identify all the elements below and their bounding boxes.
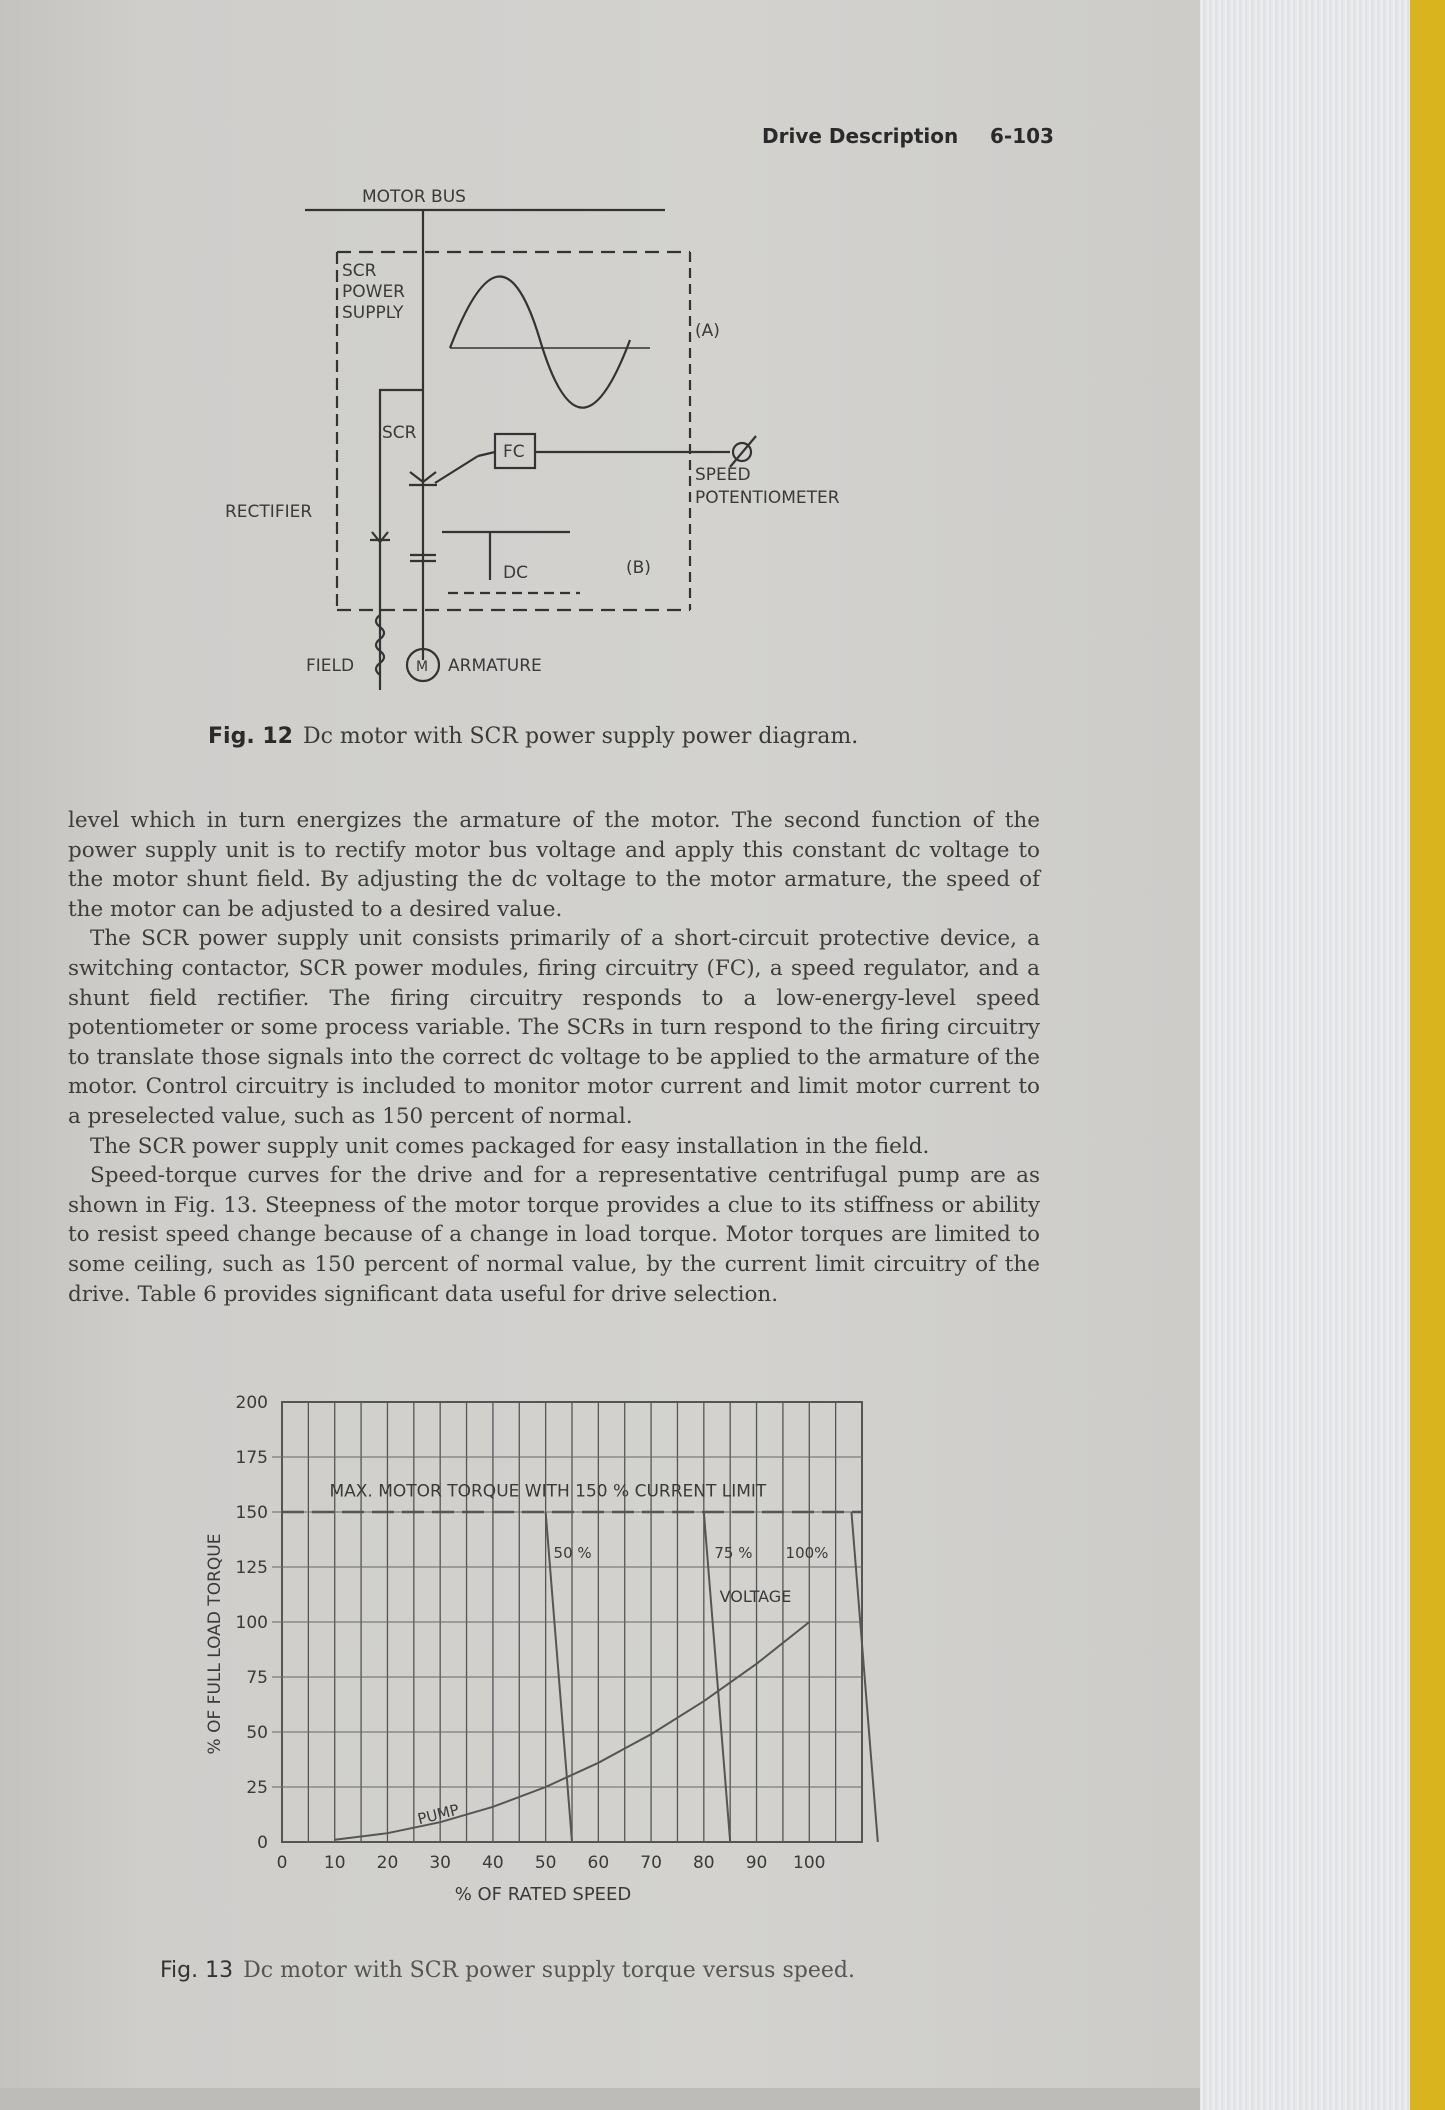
y-tick-label: 50 [246,1723,268,1743]
x-tick-label: 70 [640,1853,662,1873]
label-power: POWER [342,282,405,302]
x-tick-label: 0 [276,1853,288,1873]
voltage-label: VOLTAGE [719,1587,792,1607]
y-tick-label: 175 [235,1448,268,1468]
y-tick-labels [236,1393,268,1853]
body-text [68,806,1040,1309]
label-a: (A) [695,321,720,341]
x-tick-label: 10 [323,1853,346,1873]
y-tick-label: 75 [246,1668,268,1688]
label-motor-bus: MOTOR BUS [362,187,466,207]
label-armature: ARMATURE [448,656,542,676]
ac-waveform [450,277,630,408]
x-axis-label: % OF RATED SPEED [454,1884,632,1905]
label-b: (B) [626,558,651,578]
y-tick-label: 100 [235,1613,268,1633]
pump-label: PUMP [415,1800,461,1829]
voltage-75-label: 75 % [714,1544,753,1563]
figure-13-chart [190,1380,910,1940]
label-speed: SPEED [695,465,751,485]
chart-annotations [329,1482,828,1829]
label-field: FIELD [306,656,355,676]
voltage-50-label: 50 % [553,1544,592,1563]
page-bottom-shadow [0,2088,1200,2110]
x-tick-label: 40 [482,1853,504,1873]
x-tick-label: 30 [429,1853,452,1873]
y-axis-label: % OF FULL LOAD TORQUE [205,1533,225,1755]
label-motor: M [416,659,429,675]
paragraph: level which in turn energizes the armature of the motor. The second function of the power supply unit is to rectify motor bus voltage and apply this constant dc voltage to the motor shunt field. By adjusting the dc voltage to the motor armature, the speed of the motor can be adjusted to a desired value. [68,808,1040,922]
paragraph: The SCR power supply unit consists primarily of a short-circuit protective device, a switching contactor, SCR power modules, firing circuitry (FC), a speed regulator, and a shunt field rectifier. The firing circuitry responds to a low-energy-level speed potentiometer or some process variable. The SCRs in turn respond to the firing circuitry to translate those signals into the correct dc voltage to be applied to the armature of the motor. Control circuitry is included to monitor motor current and limit motor current to a preselected value, such as 150 percent of normal. [68,926,1040,1129]
figure-12-diagram [210,180,910,700]
max-torque-label: MAX. MOTOR TORQUE WITH 150 % CURRENT LIMIT [329,1481,767,1502]
label-dc: DC [503,563,528,583]
running-head-title: Drive Description [762,124,959,148]
x-tick-label: 50 [534,1853,557,1873]
label-supply: SUPPLY [342,303,404,323]
x-tick-label: 60 [587,1853,610,1873]
x-tick-label: 20 [376,1853,399,1873]
figure-12-caption-text: Dc motor with SCR power supply power diagram. [302,724,859,749]
book-cover-edge [1410,0,1445,2110]
y-tick-label: 200 [235,1393,268,1413]
voltage-100-label: 100% [785,1544,829,1563]
y-tick-label: 150 [235,1503,268,1523]
paragraph: Speed-torque curves for the drive and for a representative centrifugal pump are as shown in Fig. 13. Steepness of the motor torque provides a clue to its stiffness or ability to resist speed change because of a change in load torque. Motor torques are limited to some ceiling, such as 150 percent of normal value, by the current limit circuitry of the drive. Table 6 provides significant data useful for drive selection. [68,1163,1040,1307]
y-tick-label: 125 [235,1558,268,1578]
x-tick-labels [277,1853,826,1873]
figure-12-caption-label: Fig. 12 [208,724,293,749]
figure-12-caption [208,724,858,749]
figure-13-caption-label: Fig. 13 [160,1958,234,1983]
x-tick-label: 90 [745,1853,768,1873]
y-tick-label: 0 [257,1833,268,1853]
figure-13-caption [160,1958,855,1983]
label-potentiometer: POTENTIOMETER [695,488,840,508]
page-edges [1200,0,1410,2110]
label-rectifier: RECTIFIER [225,502,313,522]
y-tick-label: 25 [246,1778,268,1798]
label-fc: FC [503,442,525,462]
x-tick-label: 80 [692,1853,715,1873]
paragraph: The SCR power supply unit comes packaged for easy installation in the field. [90,1133,930,1159]
label-scr: SCR [342,261,377,281]
x-tick-label: 100 [793,1853,826,1873]
figure-13-caption-text: Dc motor with SCR power supply torque versus speed. [243,1958,855,1983]
label-scr-device: SCR [382,423,417,443]
page-number: 6-103 [990,124,1054,148]
